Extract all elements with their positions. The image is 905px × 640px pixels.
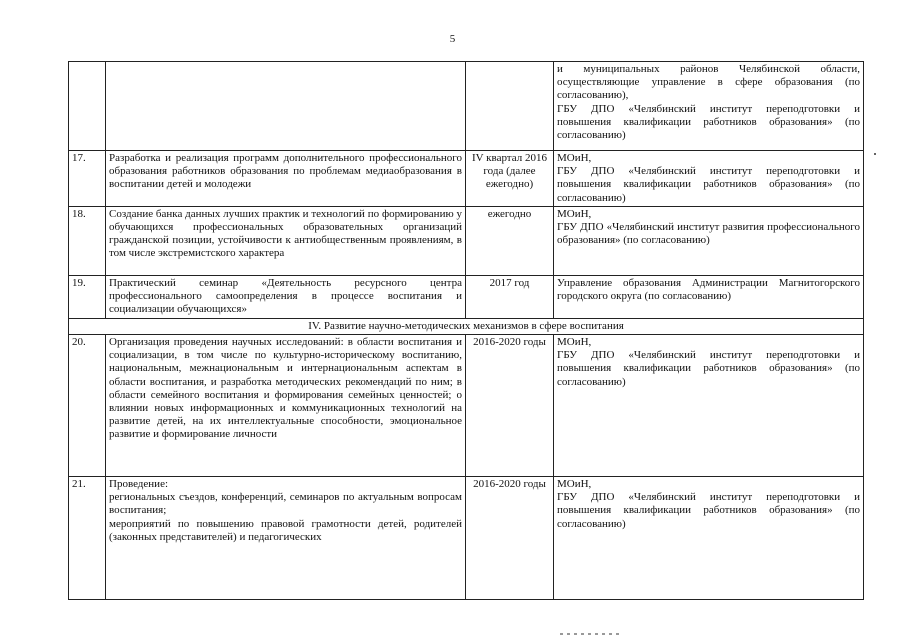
activity-cell — [106, 151, 466, 207]
table-row — [69, 62, 864, 151]
responsible-text: МОиН, — [557, 207, 592, 220]
activity-cell — [106, 335, 466, 477]
responsible-cell — [554, 206, 864, 275]
table-row — [69, 477, 864, 600]
term-cell: 2016-2020 годы — [466, 477, 554, 600]
responsible-text: Управление образования Администрации Магнитогорского городского округа (по согласованию) — [557, 276, 860, 303]
term-cell: 2017 год — [466, 275, 554, 318]
term-cell: 2016-2020 годы — [466, 335, 554, 477]
table-row — [69, 275, 864, 318]
responsible-text: ГБУ ДПО «Челябинский институт переподготовки и повышения квалификации работников образования» (по согласованию) — [557, 165, 860, 204]
activity-text: Создание банка данных лучших практик и технологий по формированию у обучающихся профессиональных образовательных организаций гражданской позиции, устойчивости к антиобщественным проявлениям, в том числе экстремистского характера — [109, 207, 462, 260]
responsible-cell — [554, 151, 864, 207]
activity-cell — [106, 62, 466, 151]
responsible-text: ГБУ ДПО «Челябинский институт переподготовки и повышения квалификации работников образования» (по согласованию) — [557, 349, 860, 388]
action-plan-table — [68, 61, 864, 600]
row-number-cell: 20. — [69, 335, 106, 477]
row-number-cell: 18. — [69, 206, 106, 275]
activity-text: региональных съездов, конференций, семинаров по актуальным вопросам воспитания; — [109, 491, 462, 517]
responsible-cell — [554, 335, 864, 477]
scan-artifact — [560, 633, 620, 635]
responsible-text: МОиН, — [557, 478, 592, 491]
row-number-cell: 17. — [69, 151, 106, 207]
scan-speck — [874, 153, 876, 155]
responsible-cell — [554, 477, 864, 600]
section-heading-row — [69, 318, 864, 334]
activity-text: Организация проведения научных исследований: в области воспитания и социализации, в том числе по культурно-историческому воспитанию, национальным, межнациональным и интернациональным аспектам в области воспитания, и разработка методических рекомендаций по ним; в области семейного воспитания и формирования семейных ценностей; о влиянии новых информационных и коммуникационных технологий на развитие детей, на их интеллектуальные способности, эмоциональное развитие и формирование личности — [109, 336, 462, 441]
responsible-cell — [554, 62, 864, 151]
table-row — [69, 335, 864, 477]
activity-text: Практический семинар «Деятельность ресурсного центра профессионального самоопределения в процессе воспитания и социализации обучающихся» — [109, 276, 462, 316]
responsible-text: МОиН, — [557, 336, 592, 349]
table-row — [69, 151, 864, 207]
responsible-text: ГБУ ДПО «Челябинский институт переподготовки и повышения квалификации работников образования» (по согласованию) — [557, 102, 860, 142]
term-cell: IV квартал 2016 года (далее ежегодно) — [466, 151, 554, 207]
activity-cell — [106, 206, 466, 275]
activity-cell — [106, 275, 466, 318]
responsible-text: и муниципальных районов Челябинской области, осуществляющие управление в сфере образования (по согласованию), — [557, 63, 860, 102]
activity-text: Проведение: — [109, 478, 169, 491]
term-cell: ежегодно — [466, 206, 554, 275]
row-number-cell — [69, 62, 106, 151]
table-row — [69, 206, 864, 275]
activity-text: мероприятий по повышению правовой грамотности детей, родителей (законных представителей) и педагогических — [109, 517, 462, 543]
responsible-text: МОиН, — [557, 152, 592, 164]
responsible-text: ГБУ ДПО «Челябинский институт развития профессионального образования» (по согласованию) — [557, 221, 860, 247]
responsible-cell — [554, 275, 864, 318]
row-number-cell: 21. — [69, 477, 106, 600]
responsible-text: ГБУ ДПО «Челябинский институт переподготовки и повышения квалификации работников образования» (по согласованию) — [557, 491, 860, 530]
row-number-cell: 19. — [69, 275, 106, 318]
page-number: 5 — [449, 33, 456, 45]
activity-text: Разработка и реализация программ дополнительного профессионального образования работников образования по проблемам медиаобразования в воспитании детей и молодежи — [109, 152, 462, 191]
activity-cell — [106, 477, 466, 600]
section-heading: IV. Развитие научно-методических механизмов в сфере воспитания — [69, 318, 864, 334]
term-cell — [466, 62, 554, 151]
